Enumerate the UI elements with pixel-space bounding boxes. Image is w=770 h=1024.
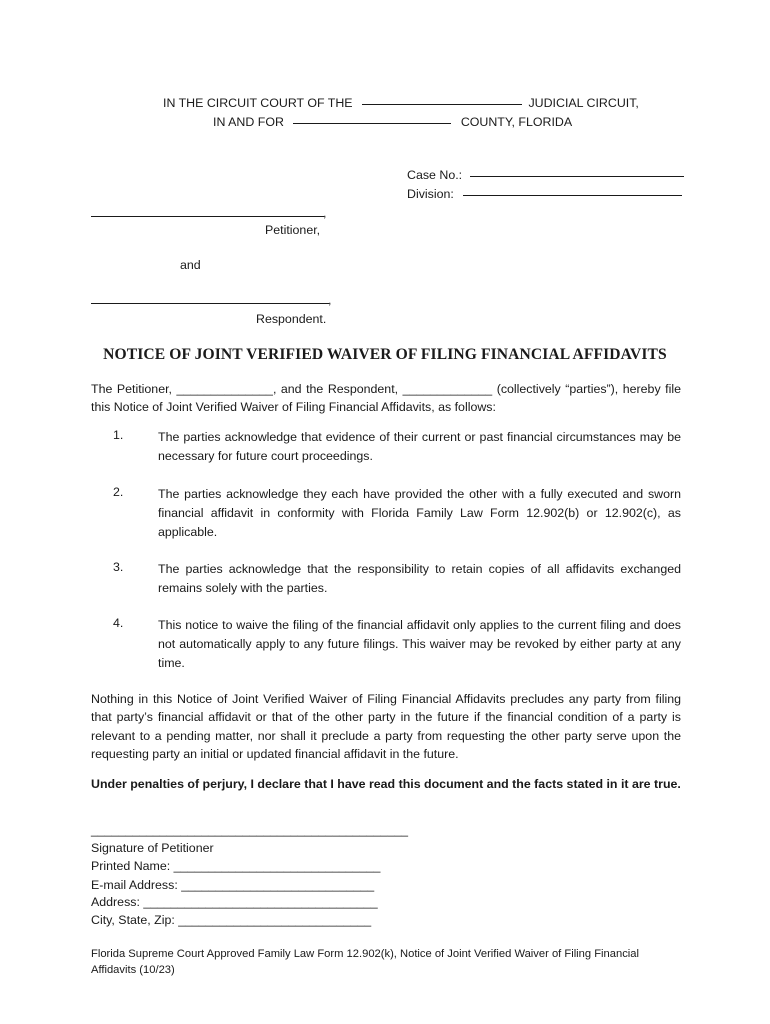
court-header-line-1	[163, 96, 639, 110]
list-item-text: The parties acknowledge they each have provided the other with a fully executed and sworn financial affidavit in conformity with Florida Family Law Form 12.902(b) or 12.902(c), as applicable.	[158, 487, 681, 539]
judicial-circuit-blank[interactable]	[362, 103, 522, 105]
respondent-comma: ,	[328, 293, 332, 307]
division-blank[interactable]	[463, 194, 682, 196]
signature-label: Signature of Petitioner	[91, 841, 214, 855]
case-number-row	[407, 168, 684, 182]
form-footer: Florida Supreme Court Approved Family Law Form 12.902(k), Notice of Joint Verified Waiver of Filing Financial Affidavits (10/23)	[91, 948, 639, 976]
city-state-zip-field[interactable]: City, State, Zip: ____________________________	[91, 913, 372, 927]
county-blank[interactable]	[293, 122, 451, 124]
intro-paragraph: The Petitioner, ______________, and the Respondent, _____________ (collectively “parties”), hereby file this Notice of Joint Verified Waiver of Filing Financial Affidavits, as follows:	[91, 382, 681, 415]
court-header-prefix: IN THE CIRCUIT COURT OF THE	[163, 96, 353, 110]
list-item-number: 4.	[113, 616, 124, 630]
division-label: Division:	[407, 187, 454, 201]
respondent-name-line[interactable]	[91, 303, 329, 304]
signature-line[interactable]: ______________________________________________	[91, 823, 408, 837]
case-number-label: Case No.:	[407, 168, 463, 182]
closing-paragraph: Nothing in this Notice of Joint Verified Waiver of Filing Financial Affidavits precludes any party from filing that party’s financial affidavit or that of the other party in the future if the financial condition of a party is relevant to a pending matter, nor shall it preclude a party from requesting the other party serve upon the requesting party an initial or updated financial affidavit in the future.	[91, 692, 681, 762]
list-item-text: The parties acknowledge that evidence of their current or past financial circumstances may be necessary for future court proceedings.	[158, 430, 681, 463]
document-title: NOTICE OF JOINT VERIFIED WAIVER OF FILING FINANCIAL AFFIDAVITS	[103, 346, 667, 363]
petitioner-label: Petitioner,	[265, 223, 321, 237]
court-header-suffix: JUDICIAL CIRCUIT,	[528, 96, 639, 110]
county-prefix: IN AND FOR	[213, 115, 284, 129]
perjury-statement: Under penalties of perjury, I declare that I have read this document and the facts stated in it are true.	[91, 777, 681, 791]
email-field[interactable]: E-mail Address: ____________________________	[91, 878, 375, 892]
case-number-blank[interactable]	[470, 175, 684, 177]
list-item-text: This notice to waive the filing of the financial affidavit only applies to the current filing and does not automatically apply to any future filings. This waiver may be revoked by either party at any time.	[158, 618, 681, 670]
list-item-number: 1.	[113, 428, 124, 442]
division-row	[407, 187, 682, 201]
petitioner-comma: ,	[323, 206, 327, 220]
printed-name-field[interactable]: Printed Name: ______________________________	[91, 859, 381, 873]
list-item-text: The parties acknowledge that the responsibility to retain copies of all affidavits exchanged remains solely with the parties.	[158, 562, 681, 595]
petitioner-name-line[interactable]	[91, 216, 324, 217]
respondent-label: Respondent.	[256, 312, 327, 326]
and-label: and	[180, 258, 201, 272]
address-field[interactable]: Address: __________________________________	[91, 895, 378, 909]
court-header-line-2	[213, 115, 572, 129]
list-item-number: 3.	[113, 560, 124, 574]
list-item-number: 2.	[113, 485, 124, 499]
county-suffix: COUNTY, FLORIDA	[460, 115, 573, 129]
